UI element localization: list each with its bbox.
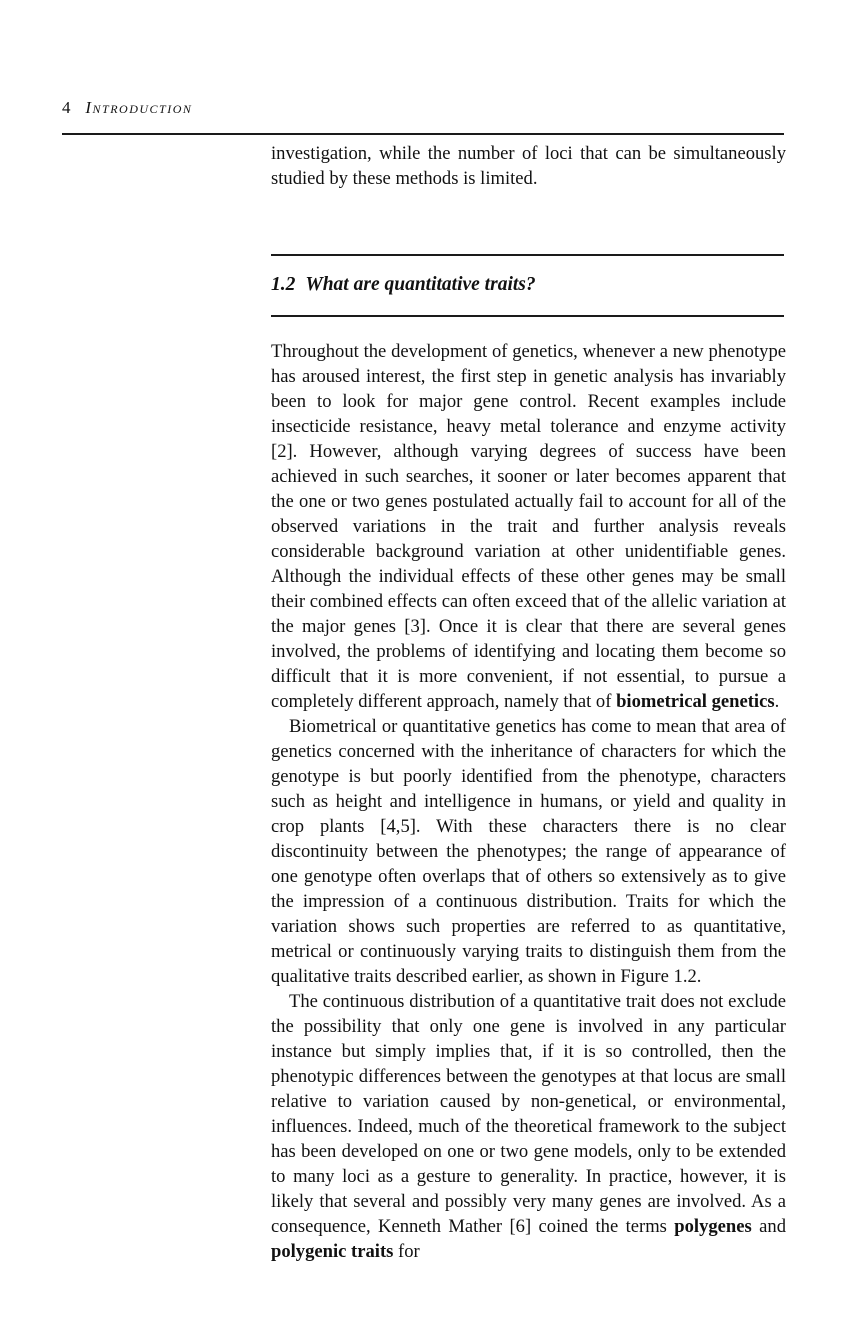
section-body — [271, 339, 786, 1264]
carryover-paragraph — [271, 141, 786, 191]
paragraph-1-text: Throughout the development of genetics, whenever a new phenotype has aroused interest, the first step in genetic analysis has invariably been to look for major gene control. Recent examples include insecticide resistance, heavy metal tolerance and enzyme activity [2]. However, although varying degrees of success have been achieved in such searches, it sooner or later becomes apparent that the one or two genes postulated actually fail to account for all of the observed variations in the trait and further analysis reveals considerable background variation at other unidentifiable genes. Although the individual effects of these other genes may be small their combined effects can often exceed that of the allelic variation at the major genes [3]. Once it is clear that there are several genes involved, the problems of identifying and locating them become so difficult that it is more convenient, if not essential, to pursue a completely different approach, namely that of — [271, 341, 786, 712]
running-head-title: Introduction — [85, 98, 193, 117]
paragraph-1-end: . — [774, 691, 780, 712]
paragraph-3 — [271, 989, 786, 1264]
section-rule-bottom — [271, 315, 784, 317]
paragraph-1 — [271, 339, 786, 714]
header-rule — [62, 133, 784, 135]
paragraph-3-conjunction: and — [751, 1216, 786, 1237]
section-number: 1.2 — [271, 274, 296, 295]
section-rule-top — [271, 254, 784, 256]
section-title: What are quantitative traits? — [305, 274, 536, 295]
paragraph-2: Biometrical or quantitative genetics has come to mean that area of genetics concerned with the inheritance of characters for which the genotype is but poorly identified from the phenotype, characters such as height and intelligence in humans, or yield and quality in crop plants [4,5]. With these characters there is no clear discontinuity between the phenotypes; the range of appearance of one genotype often overlaps that of others so extensively as to give the impression of a continuous distribution. Traits for which the variation shows such properties are referred to as quantitative, metrical or continuously varying traits to distinguish them from the qualitative traits described earlier, as shown in Figure 1.2. — [271, 716, 786, 987]
term-polygenes: polygenes — [674, 1216, 752, 1237]
page-number: 4 — [62, 98, 71, 117]
term-polygenic-traits: polygenic traits — [271, 1241, 394, 1262]
paragraph-3-text: The continuous distribution of a quantitative trait does not exclude the possibility that only one gene is involved in any particular instance but simply implies that, if it is so controlled, then the phenotypic differences between the genotypes at that locus are small relative to variation caused by non-genetical, or environmental, influences. Indeed, much of the theoretical framework to the subject has been developed on one or two gene models, only to be extended to many loci as a gesture to generality. In practice, however, it is likely that several and possibly very many genes are involved. As a consequence, Kenneth Mather [6] coined the terms — [271, 991, 786, 1237]
carryover-text: investigation, while the number of loci that can be simultaneously studied by these methods is limited. — [271, 143, 786, 189]
section-heading — [271, 274, 536, 296]
paragraph-3-end: for — [393, 1241, 420, 1262]
running-head — [62, 98, 192, 118]
term-biometrical-genetics: biometrical genetics — [616, 691, 775, 712]
